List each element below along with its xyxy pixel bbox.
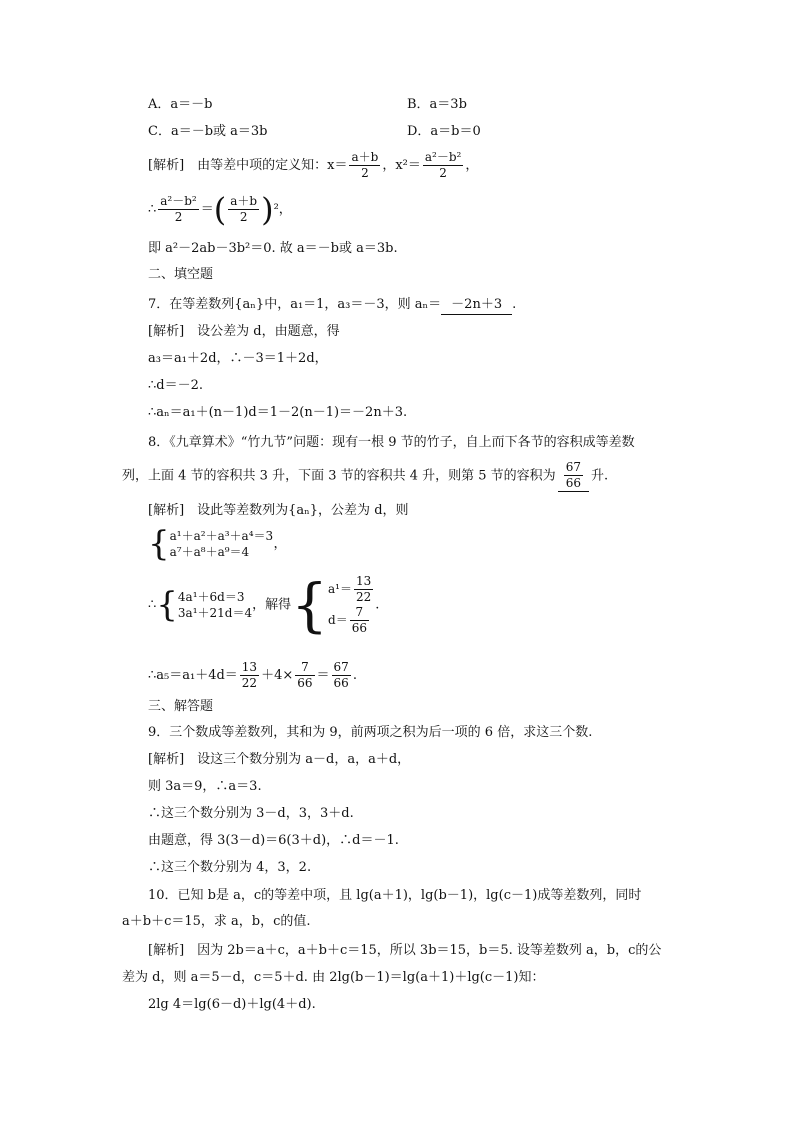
equals: ＝: [200, 202, 214, 217]
q8-answer: $\frac{67}{66}$: [558, 460, 589, 492]
q8-stem-end: 升.: [590, 468, 609, 484]
q8-stem-line1: 8．《九章算术》“竹九节”问题：现有一根 9 节的竹子，自上而下各节的容积成等差数: [148, 435, 635, 450]
plus-times: ＋4×: [261, 668, 294, 683]
fraction: $\frac{\text{a²－b²}}{2}$: [424, 150, 462, 180]
q7-answer: －2n＋3: [441, 296, 512, 315]
q10-sol-2: 差为 d，则 a＝5－d，c＝5＋d. 由 2lg(b－1)＝lg(a＋1)＋lg(c－1)知：: [122, 970, 545, 985]
fraction: $\frac{7}{66}$: [297, 660, 313, 690]
fraction: $\frac{13}{22}$: [241, 660, 258, 690]
equation-system: a¹＋a²＋a³＋a⁴＝3 a⁷＋a⁸＋a⁹＝4: [169, 529, 274, 559]
q9-sol-5: ∴这三个数分别为 4，3，2.: [148, 860, 312, 875]
q7-stem-end: .: [512, 297, 517, 312]
q7-sol-4: ∴aₙ＝a₁＋(n－1)d＝1－2(n－1)＝－2n＋3.: [148, 405, 408, 420]
fraction: $\frac{13}{22}$: [356, 574, 372, 604]
q9-sol-2: 则 3a＝9，∴a＝3.: [148, 779, 262, 794]
fraction: $\frac{a+b}{2}$: [351, 150, 379, 180]
fraction: $\frac{a+b}{2}$: [230, 194, 258, 224]
left-brace: {: [291, 571, 329, 639]
q9-stem: 9．三个数成等差数列，其和为 9，前两项之积为后一项的 6 倍，求这三个数.: [148, 725, 593, 740]
q6-solution-line3: 即 a²－2ab－3b²＝0. 故 a＝－b或 a＝3b.: [148, 241, 398, 256]
q7-sol-2: a₃＝a₁＋2d，∴－3＝1＋2d，: [148, 351, 328, 366]
q9-sol-4: 由题意，得 3(3－d)＝6(3＋d)，∴d＝－1.: [148, 833, 399, 848]
square: ²，: [273, 202, 292, 217]
left-paren: (: [213, 190, 227, 229]
therefore: ∴: [148, 202, 157, 217]
period: .: [375, 597, 380, 613]
equation-system: 4a¹＋6d＝3 3a¹＋21d＝4: [177, 590, 253, 620]
fraction: $\frac{67}{66}$: [333, 660, 349, 690]
fraction: $\frac{7}{66}$: [351, 605, 367, 635]
period: .: [352, 668, 357, 683]
q8-system-1: [148, 524, 287, 564]
q8-stem-text: 列，上面 4 节的容积共 3 升，下面 3 节的容积共 4 升，则第 5 节的容积为: [122, 468, 556, 484]
therefore: ∴: [148, 597, 157, 613]
equals: ＝: [316, 668, 330, 683]
q10-sol-3: 2lg 4＝lg(6－d)＋lg(4＋d).: [148, 997, 316, 1012]
option-c: C．a＝－b或 a＝3b: [148, 124, 268, 139]
q7-stem: [148, 296, 516, 315]
right-paren: ): [261, 190, 274, 229]
q10-sol-1: [解析] 因为 2b＝a＋c，a＋b＋c＝15，所以 3b＝15，b＝5. 设等差数列 a，b，c的公: [148, 943, 662, 958]
q7-sol-3: ∴d＝－2.: [148, 378, 203, 393]
q7-stem-text: 7．在等差数列{aₙ}中，a₁＝1，a₃＝－3，则 aₙ＝: [148, 297, 442, 312]
q9-sol-1: [解析] 设这三个数分别为 a－d，a，a＋d，: [148, 752, 411, 767]
q6-sol-prefix: [解析] 由等差中项的定义知：x＝: [148, 158, 348, 173]
q8-stem-line2: [122, 460, 608, 492]
fraction: $\frac{\text{a²－b²}}{2}$: [160, 194, 197, 224]
solve-text: ，解得: [252, 597, 292, 613]
q6-sol-end: ，: [465, 158, 479, 173]
q8-sol-1: [解析] 设此等差数列为{aₙ}，公差为 d，则: [148, 503, 409, 518]
q10-stem-line1: 10．已知 b是 a，c的等差中项，且 lg(a＋1)，lg(b－1)，lg(c－1)成等差数列，同时: [148, 888, 642, 903]
section-title-fill-in: 二、填空题: [148, 267, 214, 282]
comma: ，: [273, 536, 287, 552]
option-b: B．a＝3b: [407, 97, 467, 112]
section-title-answer: 三、解答题: [148, 699, 214, 714]
q8-system-2: [148, 571, 380, 639]
q10-stem-line2: a＋b＋c＝15，求 a，b，c的值.: [122, 914, 311, 929]
left-brace: {: [156, 585, 178, 625]
q8-final-prefix: ∴a₅＝a₁＋4d＝: [148, 668, 238, 683]
left-brace: {: [148, 524, 170, 564]
q6-sol-mid: ，x²＝: [382, 158, 421, 173]
option-a: A．a＝－b: [148, 97, 213, 112]
q7-sol-1: [解析] 设公差为 d，由题意，得: [148, 324, 340, 339]
q8-sol-final: [148, 660, 357, 691]
q6-solution-line2: [148, 190, 292, 229]
option-d: D．a＝b＝0: [407, 124, 481, 139]
q9-sol-3: ∴这三个数分别为 3－d，3，3＋d.: [148, 806, 354, 821]
q6-solution-line1: [148, 150, 478, 181]
solution-system: a¹＝ $\frac{13}{22}$ d＝ $\frac{7}{66}$: [328, 574, 372, 635]
